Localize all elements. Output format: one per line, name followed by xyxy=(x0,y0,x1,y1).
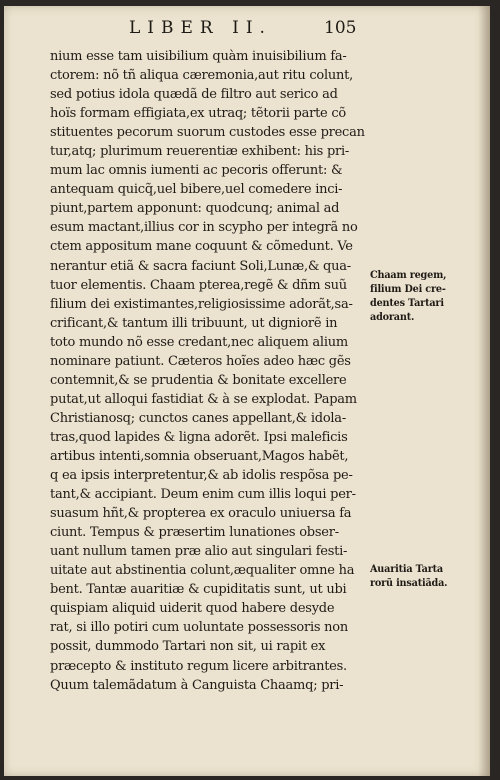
marginal-note-line: filium Dei cre- xyxy=(370,284,446,295)
text-line: possit, dummodo Tartari non sit, ui rapit ex xyxy=(50,639,326,655)
text-line: sed potius idola quædã de filtro aut serico ad xyxy=(50,87,338,103)
page-edge-shadow xyxy=(478,6,490,776)
text-line: stituentes pecorum suorum custodes esse precan xyxy=(50,125,365,141)
text-line: mum lac omnis iumenti ac pecoris offerunt: & xyxy=(50,163,343,179)
text-line: antequam quicq̃,uel bibere,uel comedere inci- xyxy=(50,182,343,198)
text-line: quispiam aliquid uiderit quod habere desyde xyxy=(50,601,335,617)
marginal-note-auaritia xyxy=(370,563,492,591)
marginal-note-line: Auaritia Tarta xyxy=(370,564,444,575)
text-line: bent. Tantæ auaritiæ & cupiditatis sunt, ut ubi xyxy=(50,582,347,598)
marginal-note-line: adorant. xyxy=(370,312,415,323)
text-line: nominare patiunt. Cæteros hoĩes adeo hæc gẽs xyxy=(50,353,351,369)
text-line: q ea ipsis interpretentur,& ab idolis respõsa pe- xyxy=(50,468,353,484)
text-line: uant nullum tamen præ alio aut singulari festi- xyxy=(50,544,348,560)
text-line: hoïs formam effigiata,ex utraq; tẽtorii parte cõ xyxy=(50,106,346,122)
page-number: 105 xyxy=(324,18,357,38)
text-line: præcepto & instituto regum licere arbitrantes. xyxy=(50,658,347,674)
marginal-note-chaam xyxy=(370,269,492,325)
text-line: piunt,partem apponunt: quodcunq; animal ad xyxy=(50,201,340,217)
text-line: ctorem: nõ tñ aliqua cæremonia,aut ritu colunt, xyxy=(50,68,353,84)
body-text-block xyxy=(50,47,368,695)
marginal-note-line: dentes Tartari xyxy=(370,298,444,309)
text-line: crificant,& tantum illi tribuunt, ut digniorẽ in xyxy=(50,315,338,331)
running-header xyxy=(4,18,364,44)
text-line: suasum hñt,& propterea ex oraculo uniuersa fa xyxy=(50,506,352,522)
text-line: artibus intenti,somnia obseruant,Magos habẽt, xyxy=(50,448,349,464)
marginal-note-line: Chaam regem, xyxy=(370,270,447,281)
text-line: Quum talemãdatum à Canguista Chaamq; pri- xyxy=(50,677,344,693)
text-line: ciunt. Tempus & præsertim lunationes obser- xyxy=(50,525,339,541)
text-line: contemnit,& se prudentia & bonitate excellere xyxy=(50,372,347,388)
text-line: esum mactant,illius cor in scypho per integrã no xyxy=(50,220,358,236)
text-line: tant,& accipiant. Deum enim cum illis loqui per- xyxy=(50,487,356,503)
text-line: toto mundo nõ esse credant,nec aliquem alium xyxy=(50,334,348,350)
text-line: ctem appositum mane coquunt & cõmedunt. Ve xyxy=(50,239,353,255)
marginal-note-line: rorũ insatiãda. xyxy=(370,578,448,589)
running-title: LIBER II. xyxy=(129,18,272,38)
text-line: tuor elementis. Chaam pterea,regẽ & dñm suũ xyxy=(50,277,347,293)
text-line: putat,ut alloqui fastidiat & à se explodat. Papam xyxy=(50,391,357,407)
text-line: rat, si illo potiri cum uoluntate possessoris non xyxy=(50,620,348,636)
book-page xyxy=(4,6,490,776)
text-line: nerantur etiã & sacra faciunt Soli,Lunæ,& qua- xyxy=(50,258,351,274)
text-line: tur,atq; plurimum reuerentiæ exhibent: his pri- xyxy=(50,144,350,160)
text-line: filium dei existimantes,religiosissime adorãt,sa- xyxy=(50,296,353,312)
text-line: Christianosq; cunctos canes appellant,& idola- xyxy=(50,410,346,426)
text-line: nium esse tam uisibilium quàm inuisibilium fa- xyxy=(50,49,347,64)
text-line: tras,quod lapides & ligna adorẽt. Ipsi maleficis xyxy=(50,429,348,445)
text-line: uitate aut abstinentia colunt,æqualiter omne ha xyxy=(50,563,355,579)
